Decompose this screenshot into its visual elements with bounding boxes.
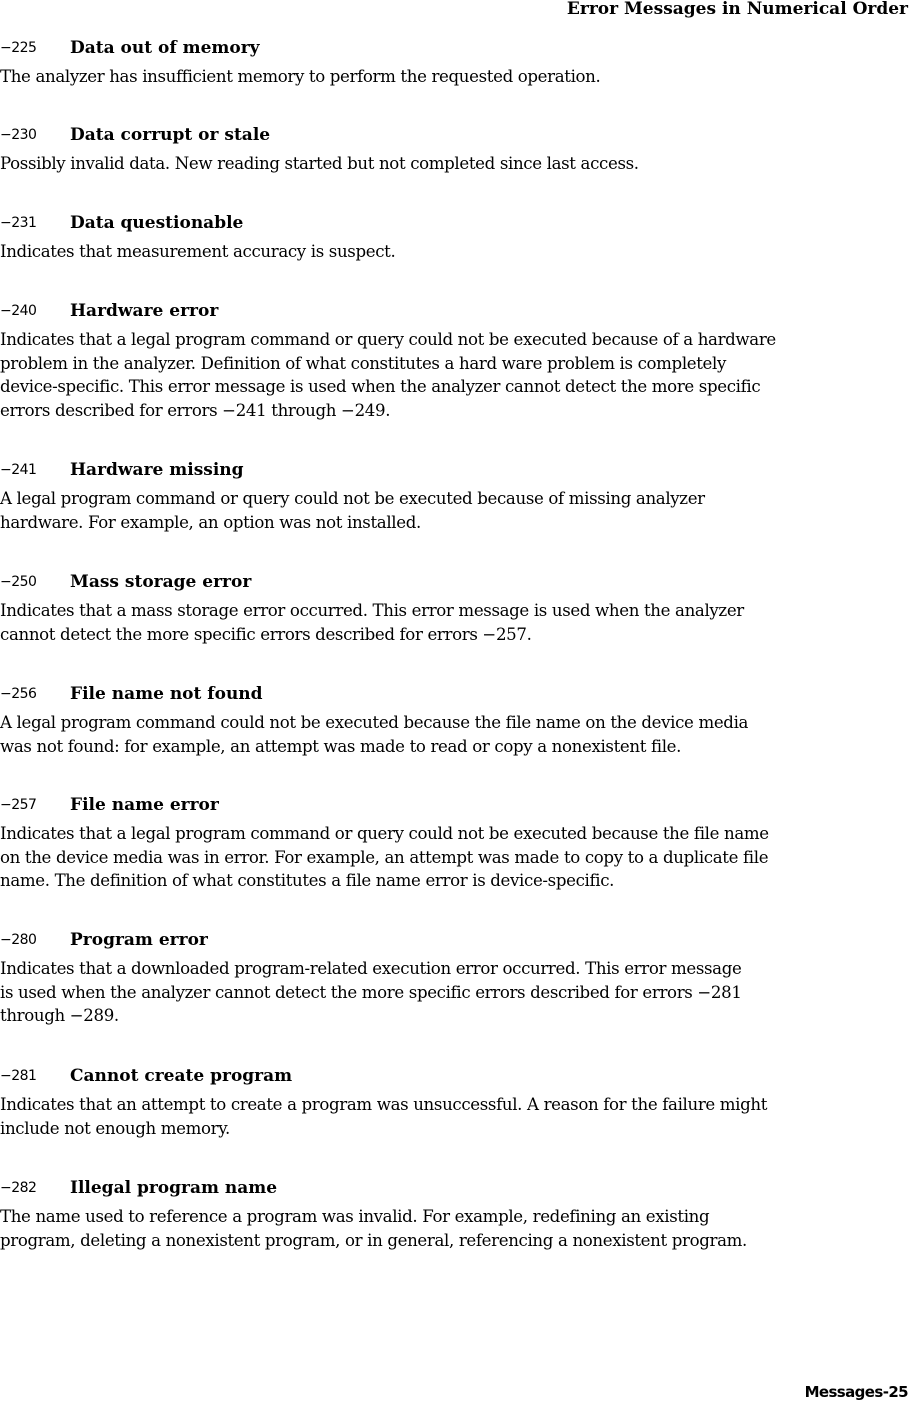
error-title: Hardware missing <box>70 460 244 480</box>
error-code: −230 <box>0 127 37 143</box>
error-entry-heading <box>0 37 908 59</box>
error-description: Possibly invalid data. New reading started but not completed since last access. <box>0 154 639 173</box>
error-code: −240 <box>0 303 37 319</box>
error-entry <box>0 124 908 173</box>
error-entry-heading <box>0 1177 908 1199</box>
error-title: Mass storage error <box>70 572 252 592</box>
error-description: Indicates that a downloaded program-related execution error occurred. This error message is used when the analyzer cannot detect the more specific errors described for errors −281 through −289. <box>0 959 742 1025</box>
error-entry-heading <box>0 929 908 951</box>
error-entry-heading <box>0 212 908 234</box>
error-description: A legal program command could not be executed because the file name on the device media was not found: for example, an attempt was made to read or copy a nonexistent file. <box>0 713 749 756</box>
error-title: Data corrupt or stale <box>70 125 271 145</box>
error-entry <box>0 794 908 890</box>
error-title: Hardware error <box>70 301 219 321</box>
error-description: Indicates that a mass storage error occurred. This error message is used when the analyzer cannot detect the more specific errors described for errors −257. <box>0 601 744 644</box>
error-entry-heading <box>0 571 908 593</box>
error-description: The analyzer has insufficient memory to perform the requested operation. <box>0 67 601 86</box>
error-code: −241 <box>0 462 37 478</box>
error-code: −256 <box>0 686 37 702</box>
error-code: −231 <box>0 215 37 231</box>
error-entry <box>0 300 908 420</box>
error-entry <box>0 212 908 261</box>
error-title: File name not found <box>70 684 263 704</box>
error-entry-heading <box>0 794 908 816</box>
error-description: Indicates that a legal program command or query could not be executed because of a hardware problem in the analyzer. Definition of what constitutes a hard ware problem is completely device-specific. This error message is used when the analyzer cannot detect the more specific errors described for errors −241 through −249. <box>0 330 776 420</box>
error-title: Illegal program name <box>70 1178 278 1198</box>
error-description: The name used to reference a program was invalid. For example, redefining an existing program, deleting a nonexistent program, or in general, referencing a nonexistent program. <box>0 1207 747 1250</box>
error-entry <box>0 683 908 756</box>
error-code: −225 <box>0 40 37 56</box>
error-entry-heading <box>0 459 908 481</box>
page-header-title: Error Messages in Numerical Order <box>566 0 908 19</box>
error-entry <box>0 929 908 1025</box>
error-entry-heading <box>0 1065 908 1087</box>
error-entry-heading <box>0 683 908 705</box>
error-entry <box>0 1065 908 1138</box>
error-entry <box>0 37 908 86</box>
error-title: Program error <box>70 930 208 950</box>
error-code: −250 <box>0 574 37 590</box>
error-code: −280 <box>0 932 37 948</box>
error-title: Data questionable <box>70 213 244 233</box>
error-entry-heading <box>0 124 908 146</box>
error-code: −282 <box>0 1180 37 1196</box>
page-number: Messages-25 <box>804 1383 908 1401</box>
error-title: Cannot create program <box>70 1066 293 1086</box>
error-description: Indicates that measurement accuracy is suspect. <box>0 242 396 261</box>
error-title: Data out of memory <box>70 38 260 58</box>
error-title: File name error <box>70 795 219 815</box>
error-entry-heading <box>0 300 908 322</box>
error-entry <box>0 459 908 532</box>
error-entry <box>0 571 908 644</box>
error-description: Indicates that an attempt to create a program was unsuccessful. A reason for the failure might include not enough memory. <box>0 1095 768 1138</box>
error-entry <box>0 1177 908 1250</box>
error-code: −281 <box>0 1068 37 1084</box>
error-code: −257 <box>0 797 37 813</box>
error-description: A legal program command or query could not be executed because of missing analyzer hardware. For example, an option was not installed. <box>0 489 705 532</box>
error-description: Indicates that a legal program command or query could not be executed because the file name on the device media was in error. For example, an attempt was made to copy to a duplicate file name. The definition of what constitutes a file name error is device-specific. <box>0 824 769 890</box>
